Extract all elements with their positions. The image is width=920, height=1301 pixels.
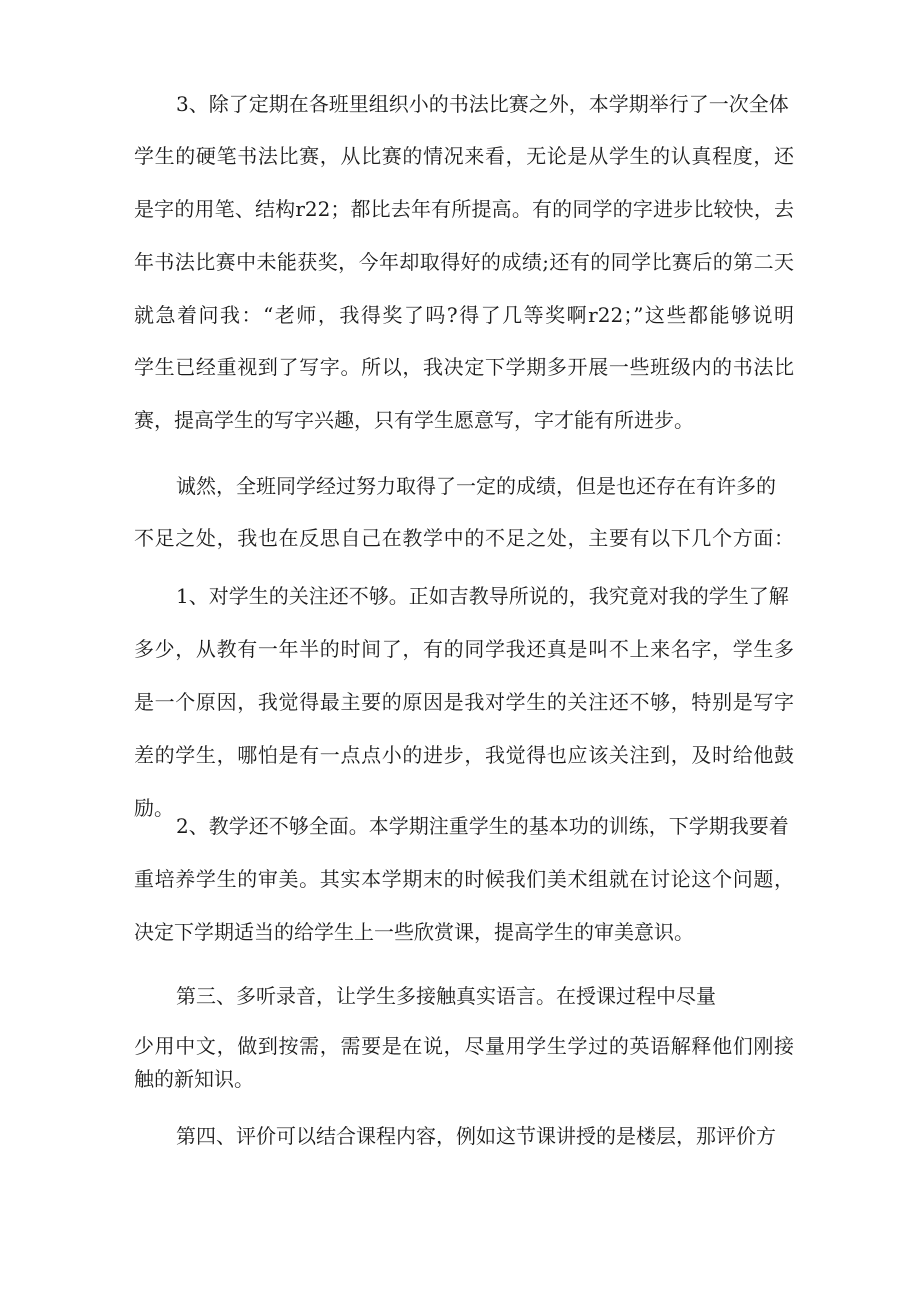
paragraph-shortcomings-intro (134, 476, 794, 548)
text-line: 学生已经重视到了写字。所以，我决定下学期多开展一些班级内的书法比 (134, 355, 794, 379)
text-line: 决定下学期适当的给学生上一些欣赏课，提高学生的审美意识。 (134, 920, 694, 944)
text-line: 多少，从教有一年半的时间了，有的同学我还真是叫不上来名字，学生多 (134, 637, 794, 661)
text-line: 少用中文，做到按需，需要是在说，尽量用学生学过的英语解释他们刚接 (134, 1034, 794, 1058)
text-line: 2、教学还不够全面。本学期注重学生的基本功的训练，下学期我要着 (176, 814, 789, 838)
text-line: 年书法比赛中未能获奖，今年却取得好的成绩;还有的同学比赛后的第二天 (134, 250, 794, 274)
text-line: 是字的用笔、结构r22；都比去年有所提高。有的同学的字进步比较快，去 (134, 197, 794, 221)
paragraph-teaching-scope (134, 816, 794, 942)
text-line: 重培养学生的审美。其实本学期末的时候我们美术组就在讨论这个问题， (134, 867, 794, 891)
paragraph-student-attention (134, 586, 794, 818)
text-line: 第四、评价可以结合课程内容，例如这节课讲授的是楼层，那评价方 (176, 1124, 776, 1148)
text-line: 3、除了定期在各班里组织小的书法比赛之外，本学期举行了一次全体 (176, 92, 789, 116)
text-line: 触的新知识。 (134, 1067, 254, 1091)
text-line: 不足之处，我也在反思自己在教学中的不足之处，主要有以下几个方面： (134, 526, 794, 550)
paragraph-listening (134, 986, 794, 1006)
paragraph-calligraphy-contest (134, 94, 794, 430)
text-line: 诚然，全班同学经过努力取得了一定的成绩，但是也还存在有许多的 (176, 474, 776, 498)
text-line: 就急着问我：“老师，我得奖了吗?得了几等奖啊r22；”这些都能够说明 (134, 303, 794, 327)
paragraph-evaluation (134, 1126, 794, 1146)
text-line: 第三、多听录音，让学生多接触真实语言。在授课过程中尽量 (176, 984, 716, 1008)
text-line: 励。 (134, 796, 174, 820)
text-line: 1、对学生的关注还不够。正如吉教导所说的，我究竟对我的学生了解 (176, 584, 789, 608)
text-line: 赛，提高学生的写字兴趣，只有学生愿意写，字才能有所进步。 (134, 408, 694, 432)
text-line: 差的学生，哪怕是有一点点小的进步，我觉得也应该关注到，及时给他鼓 (134, 743, 794, 767)
text-line: 学生的硬笔书法比赛，从比赛的情况来看，无论是从学生的认真程度，还 (134, 144, 794, 168)
text-line: 是一个原因，我觉得最主要的原因是我对学生的关注还不够，特别是写字 (134, 690, 794, 714)
paragraph-english-usage (134, 1036, 794, 1089)
